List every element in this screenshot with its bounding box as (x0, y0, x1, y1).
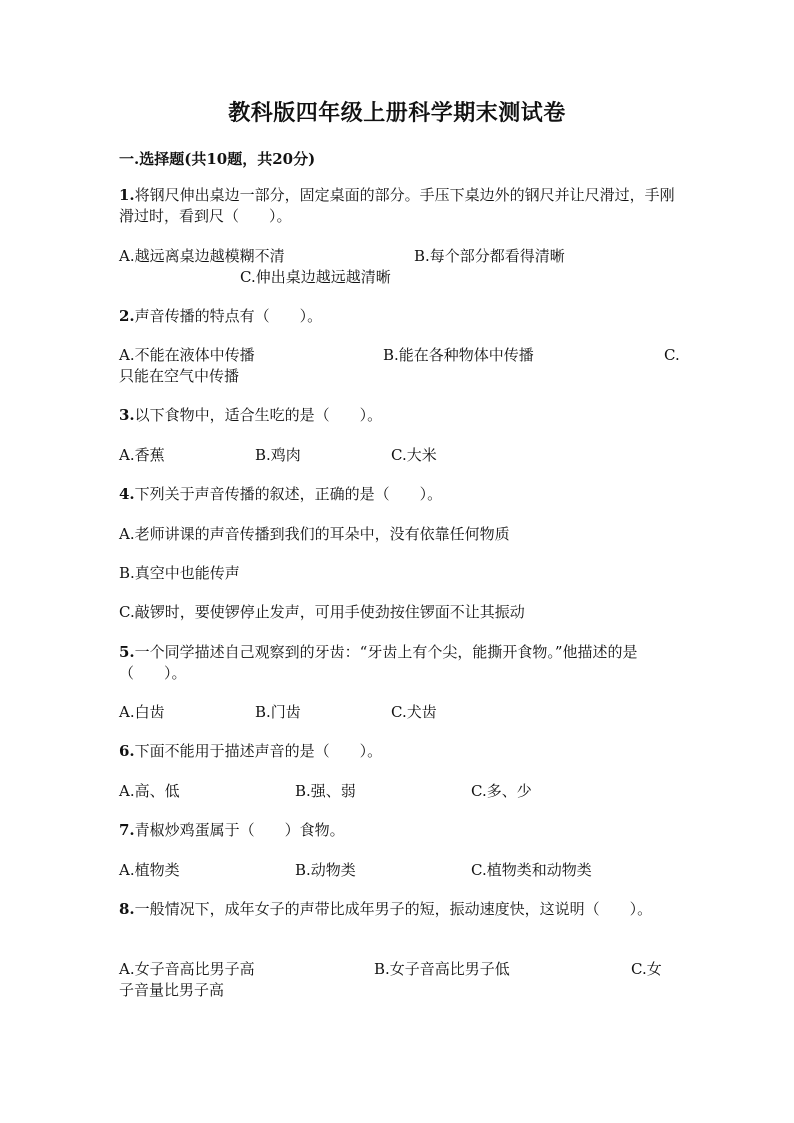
option-4b: B.真空中也能传声 (119, 564, 240, 582)
question-number: 2. (119, 307, 135, 325)
option-1a: A.越远离桌边越模糊不清 (119, 247, 285, 265)
option-2c-continued: 只能在空气中传播 (119, 367, 240, 385)
question-2 (119, 306, 687, 327)
question-4 (119, 484, 687, 505)
question-7 (119, 820, 687, 841)
question-6 (119, 741, 687, 762)
question-text: 声音传播的特点有（ ）。 (134, 307, 323, 325)
option-4c: C.敲锣时，要使锣停止发声，可用手使劲按住锣面不让其振动 (119, 603, 525, 621)
option-5b: B.门齿 (255, 703, 301, 721)
option-8b: B.女子音高比男子低 (374, 960, 510, 978)
question-text: 以下食物中，适合生吃的是（ ）。 (134, 406, 383, 424)
option-3a: A.香蕉 (119, 446, 165, 464)
question-number: 3. (119, 406, 135, 424)
question-5 (119, 642, 687, 684)
question-text: 下面不能用于描述声音的是（ ）。 (134, 742, 383, 760)
option-8c-continued: 子音量比男子高 (119, 981, 225, 999)
question-text: 一般情况下，成年女子的声带比成年男子的短，振动速度快，这说明（ ）。 (134, 900, 653, 918)
question-number: 5. (119, 643, 135, 661)
question-3 (119, 405, 687, 426)
question-number: 7. (119, 821, 135, 839)
question-number: 8. (119, 900, 135, 918)
option-6a: A.高、低 (119, 782, 180, 800)
question-text: 一个同学描述自己观察到的牙齿：“牙齿上有个尖，能撕开食物。”他描述的是（ ）。 (119, 643, 638, 682)
option-3c: C.大米 (391, 446, 437, 464)
option-7b: B.动物类 (295, 861, 356, 879)
question-text: 将钢尺伸出桌边一部分，固定桌面的部分。手压下桌边外的钢尺并让尺滑过，手刚滑过时，看到尺（ ）。 (119, 186, 675, 225)
option-8c: C.女 (631, 960, 662, 978)
option-4a: A.老师讲课的声音传播到我们的耳朵中，没有依靠任何物质 (119, 525, 510, 543)
option-5a: A.白齿 (119, 703, 165, 721)
option-1c: C.伸出桌边越远越清晰 (240, 268, 391, 286)
option-2a: A.不能在液体中传播 (119, 346, 255, 364)
option-8a: A.女子音高比男子高 (119, 960, 255, 978)
option-7a: A.植物类 (119, 861, 180, 879)
question-8 (119, 899, 687, 920)
option-2c: C. (664, 346, 680, 364)
question-text: 下列关于声音传播的叙述，正确的是（ ）。 (134, 485, 443, 503)
option-7c: C.植物类和动物类 (471, 861, 592, 879)
section-heading: 一.选择题(共10题，共20分) (119, 150, 316, 168)
option-6c: C.多、少 (471, 782, 532, 800)
option-1b: B.每个部分都看得清晰 (414, 247, 565, 265)
option-5c: C.犬齿 (391, 703, 437, 721)
option-6b: B.强、弱 (295, 782, 356, 800)
page-title: 教科版四年级上册科学期末测试卷 (228, 100, 566, 126)
question-1 (119, 185, 687, 227)
question-number: 1. (119, 186, 135, 204)
question-text: 青椒炒鸡蛋属于（ ）食物。 (134, 821, 345, 839)
question-number: 4. (119, 485, 135, 503)
option-3b: B.鸡肉 (255, 446, 301, 464)
option-2b: B.能在各种物体中传播 (383, 346, 534, 364)
question-number: 6. (119, 742, 135, 760)
